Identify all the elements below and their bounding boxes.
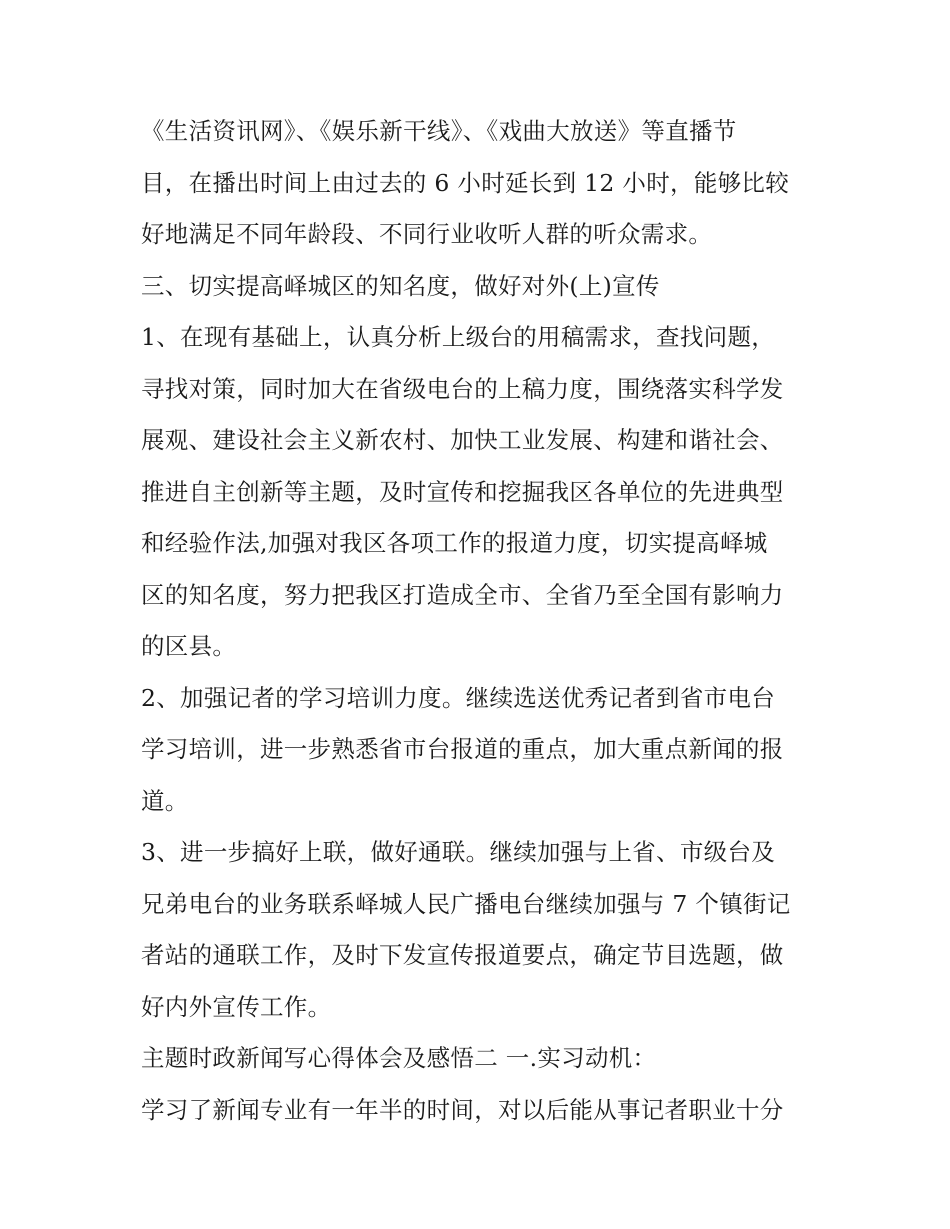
text-line: 展观、建设社会主义新农村、加快工业发展、构建和谐社会、	[141, 426, 784, 454]
text-line: 《生活资讯网》、《娱乐新干线》、《戏曲大放送》等直播节	[141, 117, 737, 145]
text-line: 推进自主创新等主题，及时宣传和挖掘我区各单位的先进典型	[141, 477, 784, 506]
text-line: 学习培训，进一步熟悉省市台报道的重点，加大重点新闻的报	[141, 735, 784, 763]
text-line: 道。	[141, 786, 189, 815]
text-line: 寻找对策，同时加大在省级电台的上稿力度，围绕落实科学发	[141, 374, 784, 403]
text-line: 好地满足不同年龄段、不同行业收听人群的听众需求。	[141, 220, 713, 248]
text-line: 区的知名度，努力把我区打造成全市、全省乃至全国有影响力	[141, 580, 784, 609]
text-line: 者站的通联工作，及时下发宣传报道要点，确定节目选题，做	[141, 941, 784, 969]
section-heading: 三、切实提高峄城区的知名度，做好对外(上)宣传	[141, 271, 660, 300]
text-line: 3、进一步搞好上联，做好通联。继续加强与上省、市级台及	[141, 838, 776, 866]
document-body	[141, 106, 821, 1136]
text-line: 目，在播出时间上由过去的 6 小时延长到 12 小时，能够比较	[141, 168, 790, 197]
text-line: 1、在现有基础上，认真分析上级台的用稿需求，查找问题，	[141, 323, 776, 351]
text-line: 兄弟电台的业务联系峄城人民广播电台继续加强与 7 个镇街记	[141, 889, 791, 918]
text-line: 的区县。	[141, 632, 237, 660]
text-line: 好内外宣传工作。	[141, 992, 332, 1021]
text-line: 学习了新闻专业有一年半的时间，对以后能从事记者职业十分	[141, 1095, 784, 1124]
text-line: 2、加强记者的学习培训力度。继续选送优秀记者到省市电台	[141, 683, 776, 712]
text-line: 和经验作法,加强对我区各项工作的报道力度，切实提高峄城	[141, 529, 768, 557]
section-heading: 主题时政新闻写心得体会及感悟二 一.实习动机：	[141, 1044, 657, 1072]
